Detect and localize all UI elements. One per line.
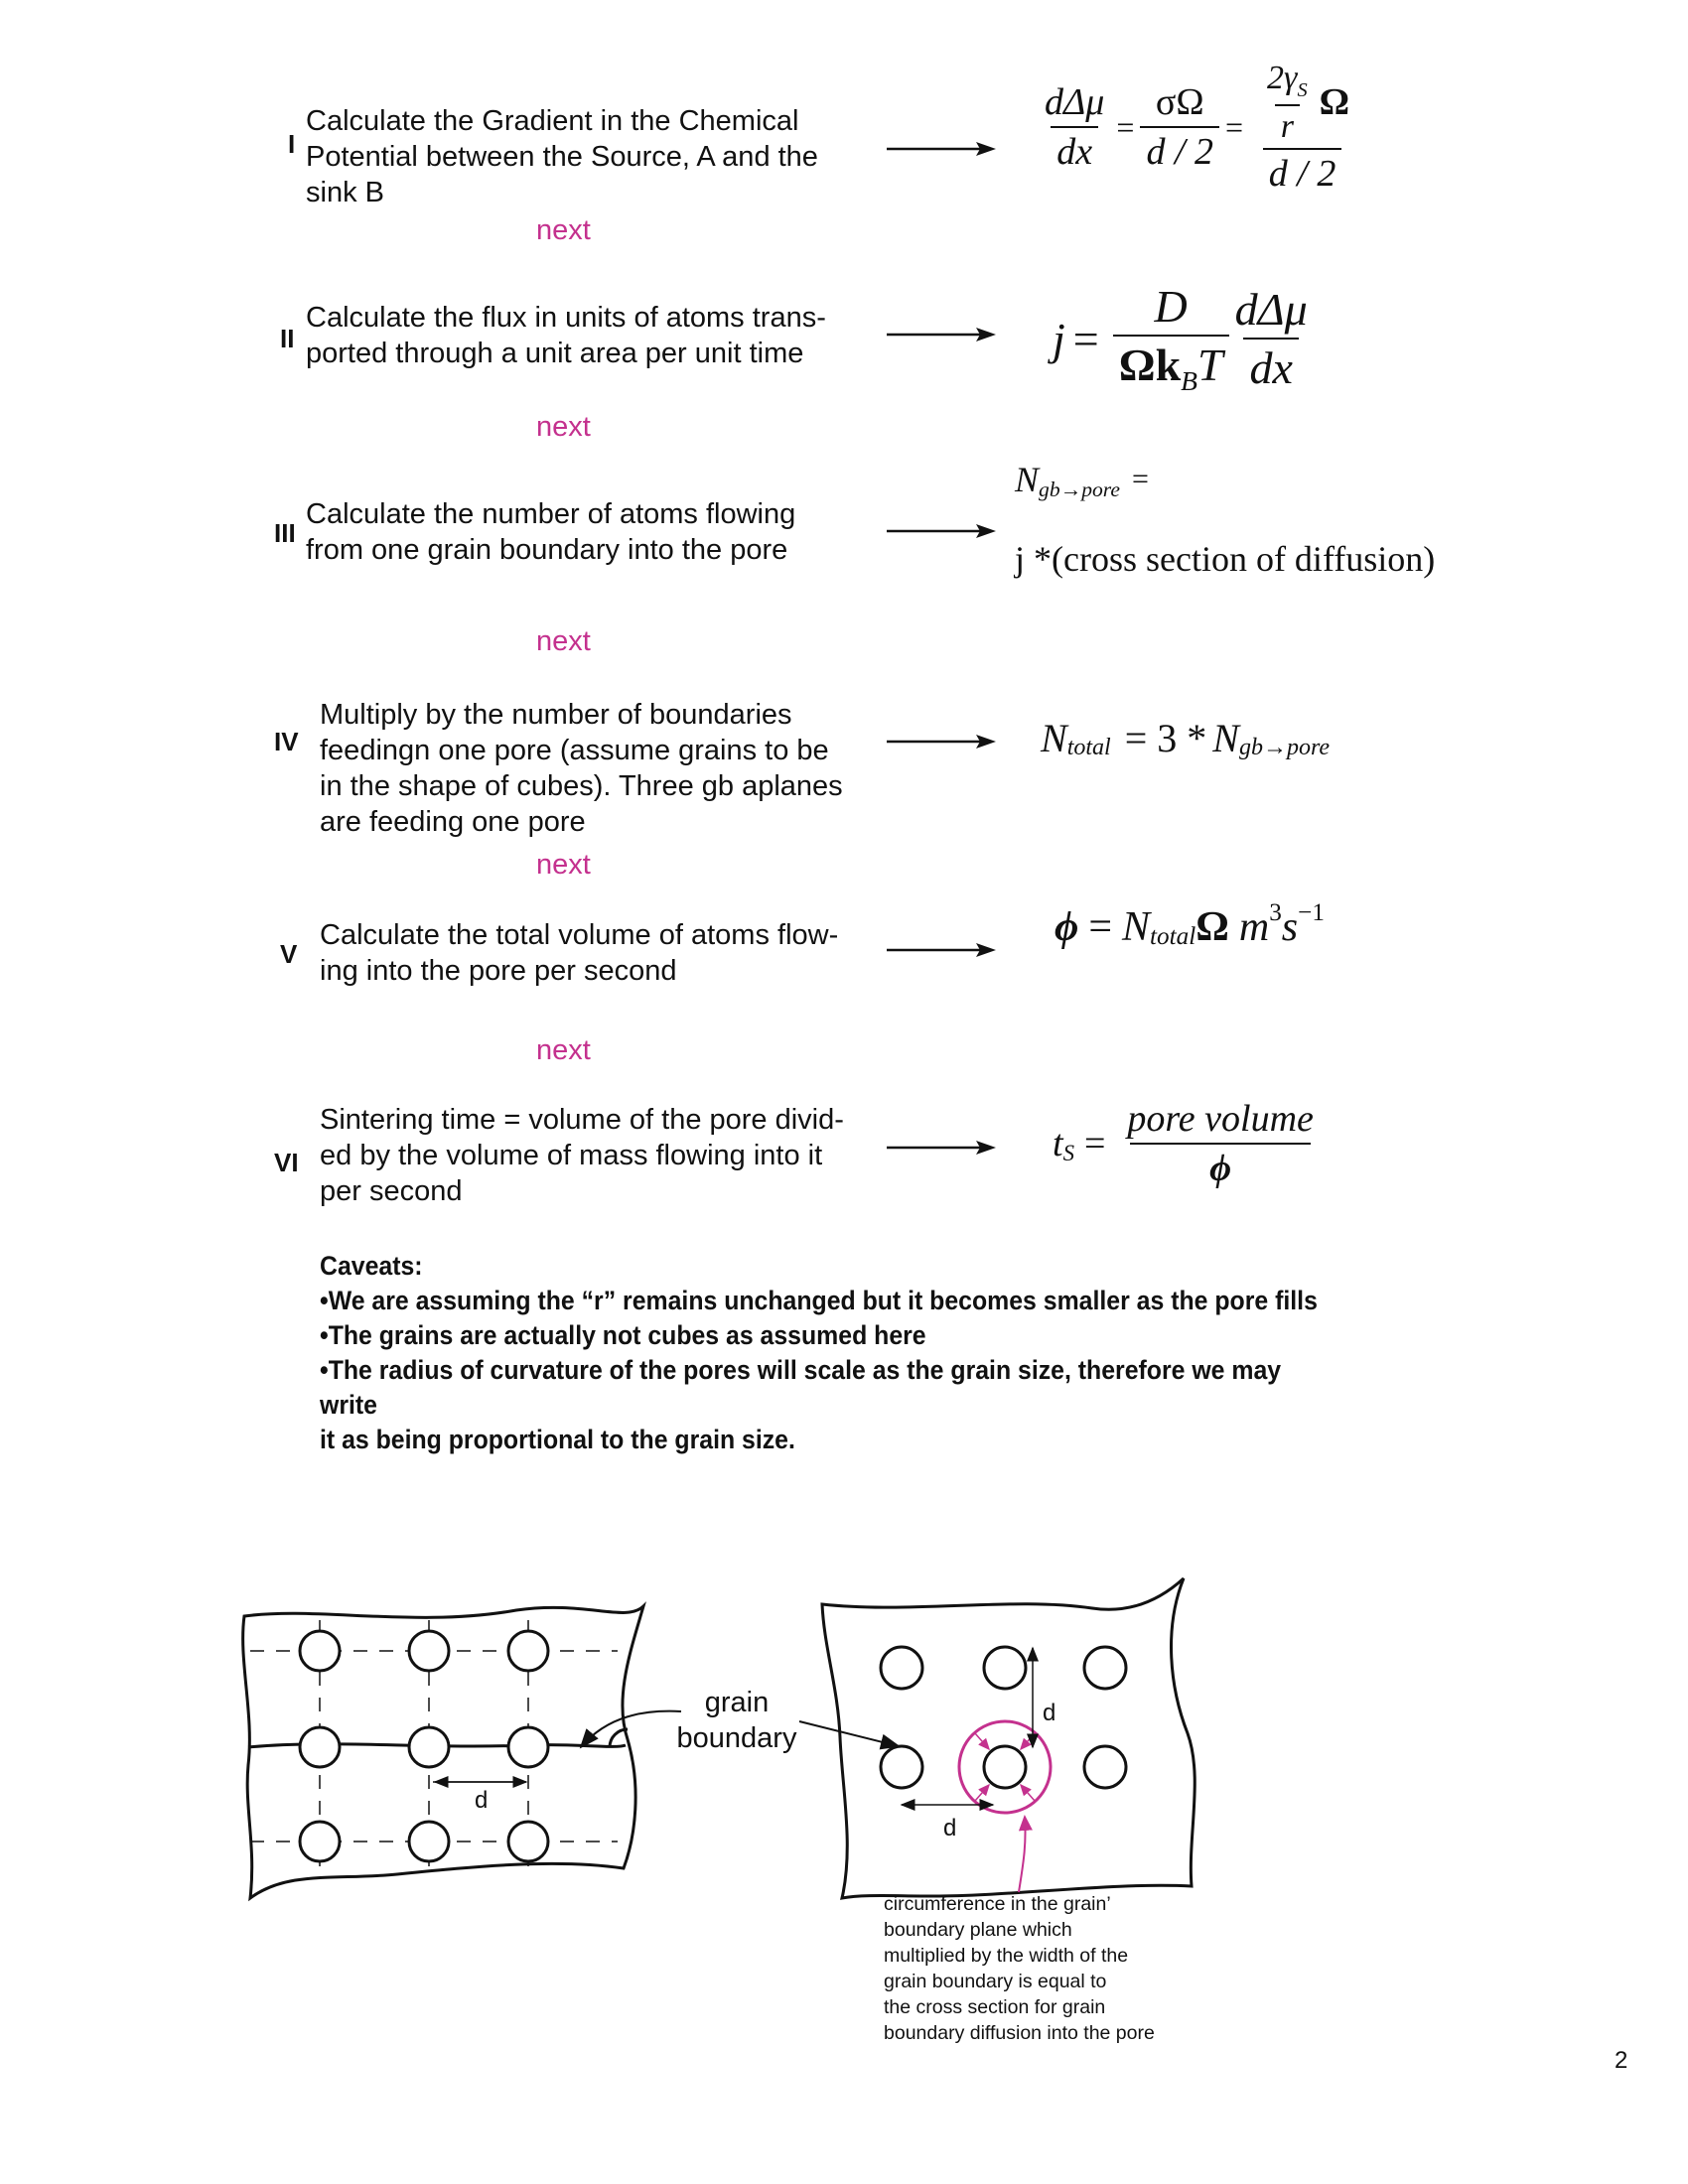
arrow-right-icon	[887, 325, 996, 344]
equation-3b: j *(cross section of diffusion)	[1015, 539, 1436, 579]
d-label-horizontal: d	[943, 1815, 957, 1842]
page-number: 2	[1615, 2047, 1628, 2074]
next-label-2: next	[536, 411, 591, 443]
d-label-vertical: d	[1043, 1700, 1056, 1726]
step-number-4: IV	[274, 727, 299, 756]
grain-pore-diagram	[0, 1549, 1688, 2065]
d-label-left: d	[475, 1787, 489, 1814]
caveats-title: Caveats:	[320, 1251, 423, 1281]
step-text-5: Calculate the total volume of atoms flow- ing into the pore per second	[320, 919, 839, 987]
equation-3a: N $_{gb\to pore}$ =	[1015, 460, 1149, 501]
step-number-5: V	[280, 939, 298, 969]
figure-caption: circumference in the grain’ boundary plane which multiplied by the width of the grain boundary is equal to the cross section for grain boundary diffusion into the pore	[884, 1893, 1155, 2044]
step-number-3: III	[274, 518, 296, 548]
next-label-1: next	[536, 214, 591, 246]
arrow-right-icon	[887, 1138, 996, 1158]
arrow-right-icon	[887, 940, 996, 960]
step-number-2: II	[280, 324, 295, 353]
next-label-5: next	[536, 1034, 591, 1066]
equation-5: ϕ = N $_{total}$ Ω m $^3$ s $^{-1}$	[1055, 899, 1325, 950]
caveat-item: •The radius of curvature of the pores will scale as the grain size, therefore we may write it as being proportional to the grain size.	[320, 1355, 1282, 1454]
step-text-4: Multiply by the number of boundaries feedingn one pore (assume grains to be in the shape of cubes). Three gb aplanes are feeding one pore	[320, 699, 843, 838]
step-text-2: Calculate the flux in units of atoms trans- ported through a unit area per unit time	[306, 302, 826, 369]
arrow-right-icon	[887, 521, 996, 541]
caveats-block	[320, 1249, 1342, 1457]
step-number-1: I	[288, 129, 296, 159]
next-label-3: next	[536, 625, 591, 657]
right-grain-panel	[822, 1578, 1195, 1898]
arrow-right-icon	[887, 732, 996, 751]
step-text-1: Calculate the Gradient in the Chemical Potential between the Source, A and the sink B	[306, 105, 818, 208]
equation-2: j = $\frac{D}{\Omega k_BT}$ $\frac{\text{dΔμ}}{dx}$	[1053, 281, 1308, 397]
equation-4: N $_{total}$ = 3 * N $_{gb\to pore}$	[1041, 716, 1331, 760]
arrow-right-icon	[887, 139, 996, 159]
next-label-4: next	[536, 849, 591, 881]
caveat-item: •We are assuming the “r” remains unchanged but it becomes smaller as the pore fills	[320, 1286, 1318, 1315]
step-number-6: VI	[274, 1148, 299, 1177]
equation-6: t $_S$ = $\frac{\text{pore volume}}{\phi}$	[1053, 1098, 1314, 1189]
grain-boundary-label: grain boundary	[676, 1687, 797, 1754]
step-text-6: Sintering time = volume of the pore divid- ed by the volume of mass flowing into it per second	[320, 1104, 844, 1207]
step-text-3: Calculate the number of atoms flowing from one grain boundary into the pore	[306, 498, 796, 566]
caveat-item: •The grains are actually not cubes as assumed here	[320, 1320, 926, 1350]
equation-1: $\frac{\text{dΔμ}}{dx}$ = $\frac{\sigma\Omega}{d / 2}$ = $\frac{2\gamma_S}{r}$ Ω d / 2	[1045, 60, 1350, 195]
